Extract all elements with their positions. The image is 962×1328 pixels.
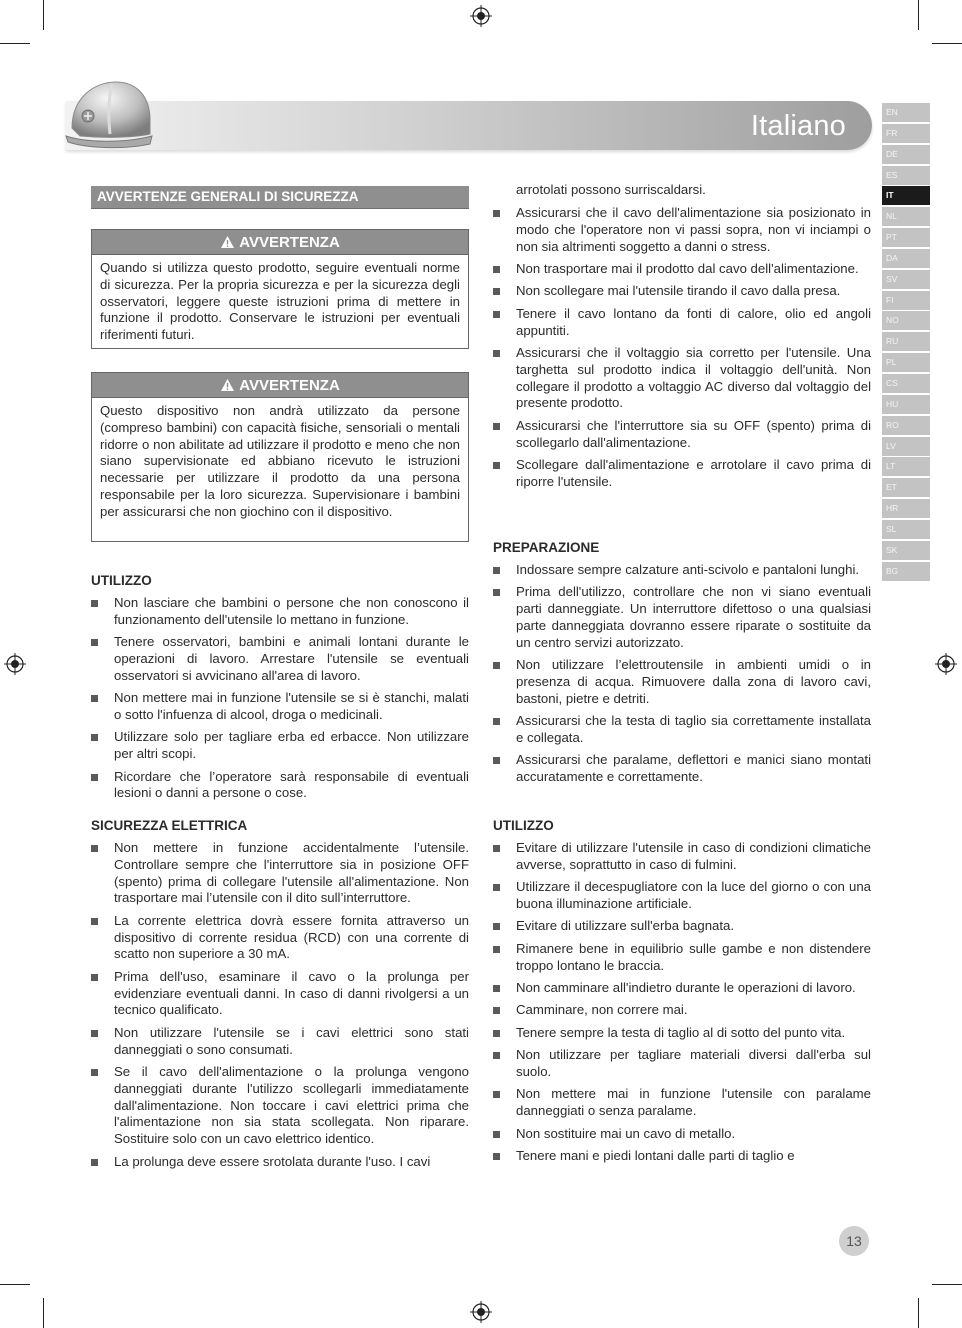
registration-mark-icon	[935, 653, 957, 675]
list-item-text: Non utilizzare per tagliare materiali diversi dall'erba sul suolo.	[516, 1047, 871, 1079]
header-band	[66, 101, 872, 150]
list-item-text: Non utilizzare l’elettroutensile in ambienti umidi o in presenza di acqua. Rimuovere dalla zona di lavoro cavi, bastoni, pietre e detriti.	[516, 657, 871, 706]
list-item-text: La prolunga deve essere srotolata durante l'uso. I cavi	[114, 1153, 431, 1169]
list-item-text: Ricordare che l’operatore sarà responsabile di eventuali lesioni o danni a persone o cose.	[114, 768, 469, 801]
sicurezza-elettrica-list	[91, 840, 469, 1176]
lang-tab-hr[interactable]: HR	[882, 499, 930, 518]
lang-tab-pt[interactable]: PT	[882, 228, 930, 247]
lang-tab-nl[interactable]: NL	[882, 207, 930, 226]
list-item	[91, 913, 469, 963]
lang-tab-fr[interactable]: FR	[882, 124, 930, 143]
utilizzo-list	[493, 840, 871, 1170]
bullet-icon	[493, 1131, 500, 1138]
page-title: Italiano	[750, 110, 846, 142]
lang-tab-et[interactable]: ET	[882, 478, 930, 497]
bullet-icon	[493, 288, 500, 295]
list-item	[493, 1148, 871, 1165]
bullet-icon	[493, 1153, 500, 1160]
list-item	[493, 918, 871, 935]
list-item-text: Tenere mani e piedi lontani dalle parti di taglio e	[516, 1147, 795, 1163]
list-item-text: Non trasportare mai il prodotto dal cavo dell'alimentazione.	[516, 260, 859, 276]
list-item	[91, 595, 469, 629]
list-item-text: Utilizzare il decespugliatore con la luce del giorno o con una buona illuminazione artificiale.	[516, 879, 871, 911]
list-item-text: Assicurarsi che il voltaggio sia corretto per l'utensile. Una targhetta sul prodotto indica il voltaggio dell'unità. Non collegare il prodotto a voltaggio AC diverso dal voltaggio del presente prodotto.	[516, 344, 871, 411]
list-item	[91, 840, 469, 907]
lang-tab-es[interactable]: ES	[882, 166, 930, 185]
bullet-icon	[493, 884, 500, 891]
bullet-icon	[493, 210, 500, 217]
list-item-text: Non lasciare che bambini o persone che non conoscono il funzionamento dell'utensile lo mettano in funzione.	[114, 595, 469, 627]
preparazione-heading: PREPARAZIONE	[493, 540, 600, 555]
lang-tab-de[interactable]: DE	[882, 145, 930, 164]
bullet-icon	[91, 918, 98, 925]
list-item	[493, 1086, 871, 1120]
list-item-text: Tenere osservatori, bambini e animali lontani durante le operazioni di lavoro. Arrestare l'utensile se eventuali osservatori si avvicinano all'area di lavoro.	[114, 634, 469, 683]
warning-triangle-icon	[220, 378, 235, 392]
section-title: AVVERTENZE GENERALI DI SICUREZZA	[91, 186, 469, 209]
preparazione-list	[493, 562, 871, 792]
list-item-text: Tenere sempre la testa di taglio al di sotto del punto vita.	[516, 1024, 846, 1040]
list-item-text: Assicurarsi che l'interruttore sia su OFF (spento) prima di scollegarlo dall'alimentazione.	[516, 417, 871, 450]
bullet-icon	[493, 946, 500, 953]
list-item	[493, 283, 871, 300]
bullet-icon	[91, 845, 98, 852]
list-item-text: Non mettere mai in funzione l'utensile se si è stanchi, malati o sotto l'infuenza di alcool, droga o medicinali.	[114, 690, 469, 722]
lang-tab-da[interactable]: DA	[882, 249, 930, 268]
registration-mark-icon	[470, 5, 492, 27]
crop-mark	[932, 1284, 962, 1285]
utilizzo-list	[91, 595, 469, 808]
list-item-text: Non sostituire mai un cavo di metallo.	[516, 1125, 736, 1141]
warning-box	[91, 372, 469, 542]
list-item-text: Camminare, non correre mai.	[516, 1002, 688, 1018]
lang-tab-en[interactable]: EN	[882, 103, 930, 122]
warning-header	[92, 230, 468, 255]
list-item-text: Assicurarsi che paralame, deflettori e manici siano montati accuratamente e correttamente.	[516, 752, 871, 785]
registration-mark-icon	[4, 653, 26, 675]
list-item-text: Non utilizzare l'utensile se i cavi elettrici sono stati danneggiati o sono consumati.	[114, 1024, 469, 1057]
list-item-text: Utilizzare solo per tagliare erba ed erbacce. Non utilizzare per altri scopi.	[114, 729, 469, 762]
warning-title: AVVERTENZA	[239, 377, 340, 394]
bullet-icon	[493, 1052, 500, 1059]
bullet-icon	[493, 567, 500, 574]
bullet-icon	[493, 1007, 500, 1014]
warning-text: Questo dispositivo non andrà utilizzato da persone (compreso bambini) con capacità fisiche, sensoriali o mentali ridorre o non abilitate ad utilizzare il prodotto e meno che non siano supervisionate ed abbiano ricevuto le istruzioni necessarie per utilizzare il prodotto da una persona responsabile per la loro sicurezza. Supervisionare i bambini per assicurarsi che non giochino con il dispositivo.	[100, 403, 460, 519]
list-item	[493, 752, 871, 786]
list-item	[493, 657, 871, 707]
bullet-icon	[493, 589, 500, 596]
lang-tab-it[interactable]: IT	[882, 186, 930, 205]
list-item	[493, 1126, 871, 1143]
list-item	[493, 457, 871, 491]
bullet-icon	[493, 266, 500, 273]
registration-mark-icon	[470, 1301, 492, 1323]
list-item	[493, 562, 871, 579]
bullet-icon	[493, 985, 500, 992]
bullet-icon	[91, 1069, 98, 1076]
list-item	[91, 690, 469, 724]
crop-mark	[0, 1284, 30, 1285]
bullet-icon	[493, 845, 500, 852]
warning-text: Quando si utilizza questo prodotto, seguire eventuali norme di sicurezza. Per la propria sicurezza e per la sicurezza degli osservatori, leggere queste istruzioni prima di mettere in funzione il prodotto. Conservare le istruzioni per eventuali riferimenti futuri.	[100, 260, 460, 343]
warning-triangle-icon	[220, 235, 235, 249]
warning-title: AVVERTENZA	[239, 234, 340, 251]
sicurezza-elettrica-heading: SICUREZZA ELETTRICA	[91, 818, 248, 833]
lang-tab-sk[interactable]: SK	[882, 541, 930, 560]
list-item	[91, 634, 469, 684]
utilizzo-heading: UTILIZZO	[91, 573, 152, 588]
list-item-text: Assicurarsi che il cavo dell'alimentazione sia posizionato in modo che l'operatore non vi passi sopra, non vi inciampi o non sia altrimenti soggetto a danni o stress.	[516, 205, 871, 254]
crop-mark	[918, 0, 919, 30]
continued-text: arrotolati possono surriscaldarsi.	[516, 182, 706, 197]
lang-tab-fi[interactable]: FI	[882, 291, 930, 310]
bullet-icon	[493, 462, 500, 469]
bullet-icon	[91, 774, 98, 781]
list-item	[493, 1025, 871, 1042]
list-item-text: Non mettere mai in funzione l'utensile con paralame danneggiati o senza paralame.	[516, 1086, 871, 1119]
bullet-icon	[91, 974, 98, 981]
list-item	[493, 840, 871, 874]
list-item-text: Evitare di utilizzare l'utensile in caso di condizioni climatiche avverse, soprattutto in caso di fulmini.	[516, 840, 871, 872]
list-item	[91, 729, 469, 763]
bullet-icon	[493, 718, 500, 725]
list-item-text: Non scollegare mai l'utensile tirando il cavo dalla presa.	[516, 283, 841, 299]
bullet-icon	[493, 1091, 500, 1098]
bullet-icon	[493, 350, 500, 357]
lang-tab-ru[interactable]: RU	[882, 332, 930, 351]
lang-tab-lv[interactable]: LV	[882, 437, 930, 456]
list-item-text: Assicurarsi che la testa di taglio sia correttamente installata e collegata.	[516, 713, 871, 745]
list-item-text: Evitare di utilizzare sull'erba bagnata.	[516, 918, 735, 934]
bullet-icon	[493, 662, 500, 669]
safety-helmet-icon	[62, 76, 154, 154]
crop-mark	[932, 43, 962, 44]
list-item-text: Rimanere bene in equilibrio sulle gambe e non distendere troppo lontano le braccia.	[516, 940, 871, 973]
list-item	[493, 345, 871, 412]
list-item	[493, 879, 871, 913]
list-item-text: Non mettere in funzione accidentalmente l’utensile. Controllare sempre che l'interruttore sia in posizione OFF (spento) prima di collegare l'utensile all'alimentazione. Non trasportare mai l’utensile con il dito sull’interruttore.	[114, 840, 469, 906]
lang-tab-sv[interactable]: SV	[882, 270, 930, 289]
list-item	[91, 1064, 469, 1148]
bullet-icon	[91, 734, 98, 741]
list-item-text: Prima dell'uso, esaminare il cavo o la prolunga per evidenziare eventuali danni. In caso di danni rivolgersi a un tecnico qualificato.	[114, 968, 469, 1018]
list-item-text: Indossare sempre calzature anti-scivolo e pantaloni lunghi.	[516, 562, 860, 577]
lang-tab-lt[interactable]: LT	[882, 457, 930, 476]
list-item	[493, 1047, 871, 1081]
warning-header	[92, 373, 468, 398]
bullet-icon	[493, 423, 500, 430]
list-item-text: Non camminare all'indietro durante le operazioni di lavoro.	[516, 979, 856, 995]
bullet-icon	[91, 1030, 98, 1037]
bullet-icon	[493, 923, 500, 930]
bullet-icon	[91, 1159, 98, 1166]
list-item	[493, 980, 871, 997]
list-item	[493, 584, 871, 651]
crop-mark	[43, 0, 44, 30]
list-item-text: Prima dell'utilizzo, controllare che non vi siano eventuali parti danneggiate. Un interruttore difettoso o una qualsiasi parte danneggiata dovranno essere riparate o sostituite da un centro servizi autorizzato.	[516, 584, 871, 650]
lang-tab-sl[interactable]: SL	[882, 520, 930, 539]
utilizzo-heading: UTILIZZO	[493, 818, 554, 833]
bullet-icon	[493, 757, 500, 764]
list-item	[493, 713, 871, 747]
list-item	[91, 1025, 469, 1059]
list-item	[493, 205, 871, 255]
bullet-icon	[91, 695, 98, 702]
list-item-text: Se il cavo dell'alimentazione o la prolunga vengono danneggiati durante l'utilizzo scollegarli immediatamente dall'alimentazione. Non toccare i cavi elettrici prima che l'alimentazione non sia stata scollegata. Non riparare. Sostituire solo con un cavo elettrico identico.	[114, 1063, 469, 1147]
list-item	[91, 1154, 469, 1171]
lang-tab-pl[interactable]: PL	[882, 353, 930, 372]
lang-tab-bg[interactable]: BG	[882, 562, 930, 581]
list-item	[493, 941, 871, 975]
bullet-icon	[493, 311, 500, 318]
crop-mark	[0, 43, 30, 44]
bullet-icon	[493, 1030, 500, 1037]
lang-tab-hu[interactable]: HU	[882, 395, 930, 414]
list-item	[493, 418, 871, 452]
language-tabs	[882, 103, 930, 582]
list-item	[91, 969, 469, 1019]
lang-tab-cs[interactable]: CS	[882, 374, 930, 393]
list-item-text: Scollegare dall'alimentazione e arrotolare il cavo prima di riporre l'utensile.	[516, 456, 871, 489]
crop-mark	[918, 1298, 919, 1328]
list-item-text: Tenere il cavo lontano da fonti di calore, olio ed angoli appuntiti.	[516, 305, 871, 338]
bullet-icon	[91, 600, 98, 607]
list-item-text: La corrente elettrica dovrà essere fornita attraverso un dispositivo di corrente residua (RCD) con una corrente di scatto non superiore a 30 mA.	[114, 912, 469, 962]
list-item	[493, 1002, 871, 1019]
warning-box	[91, 229, 469, 349]
cable-safety-list	[493, 205, 871, 496]
lang-tab-no[interactable]: NO	[882, 311, 930, 330]
lang-tab-ro[interactable]: RO	[882, 416, 930, 435]
list-item	[493, 261, 871, 278]
list-item	[493, 306, 871, 340]
page-number: 13	[839, 1226, 869, 1256]
list-item	[91, 769, 469, 803]
crop-mark	[43, 1298, 44, 1328]
bullet-icon	[91, 639, 98, 646]
